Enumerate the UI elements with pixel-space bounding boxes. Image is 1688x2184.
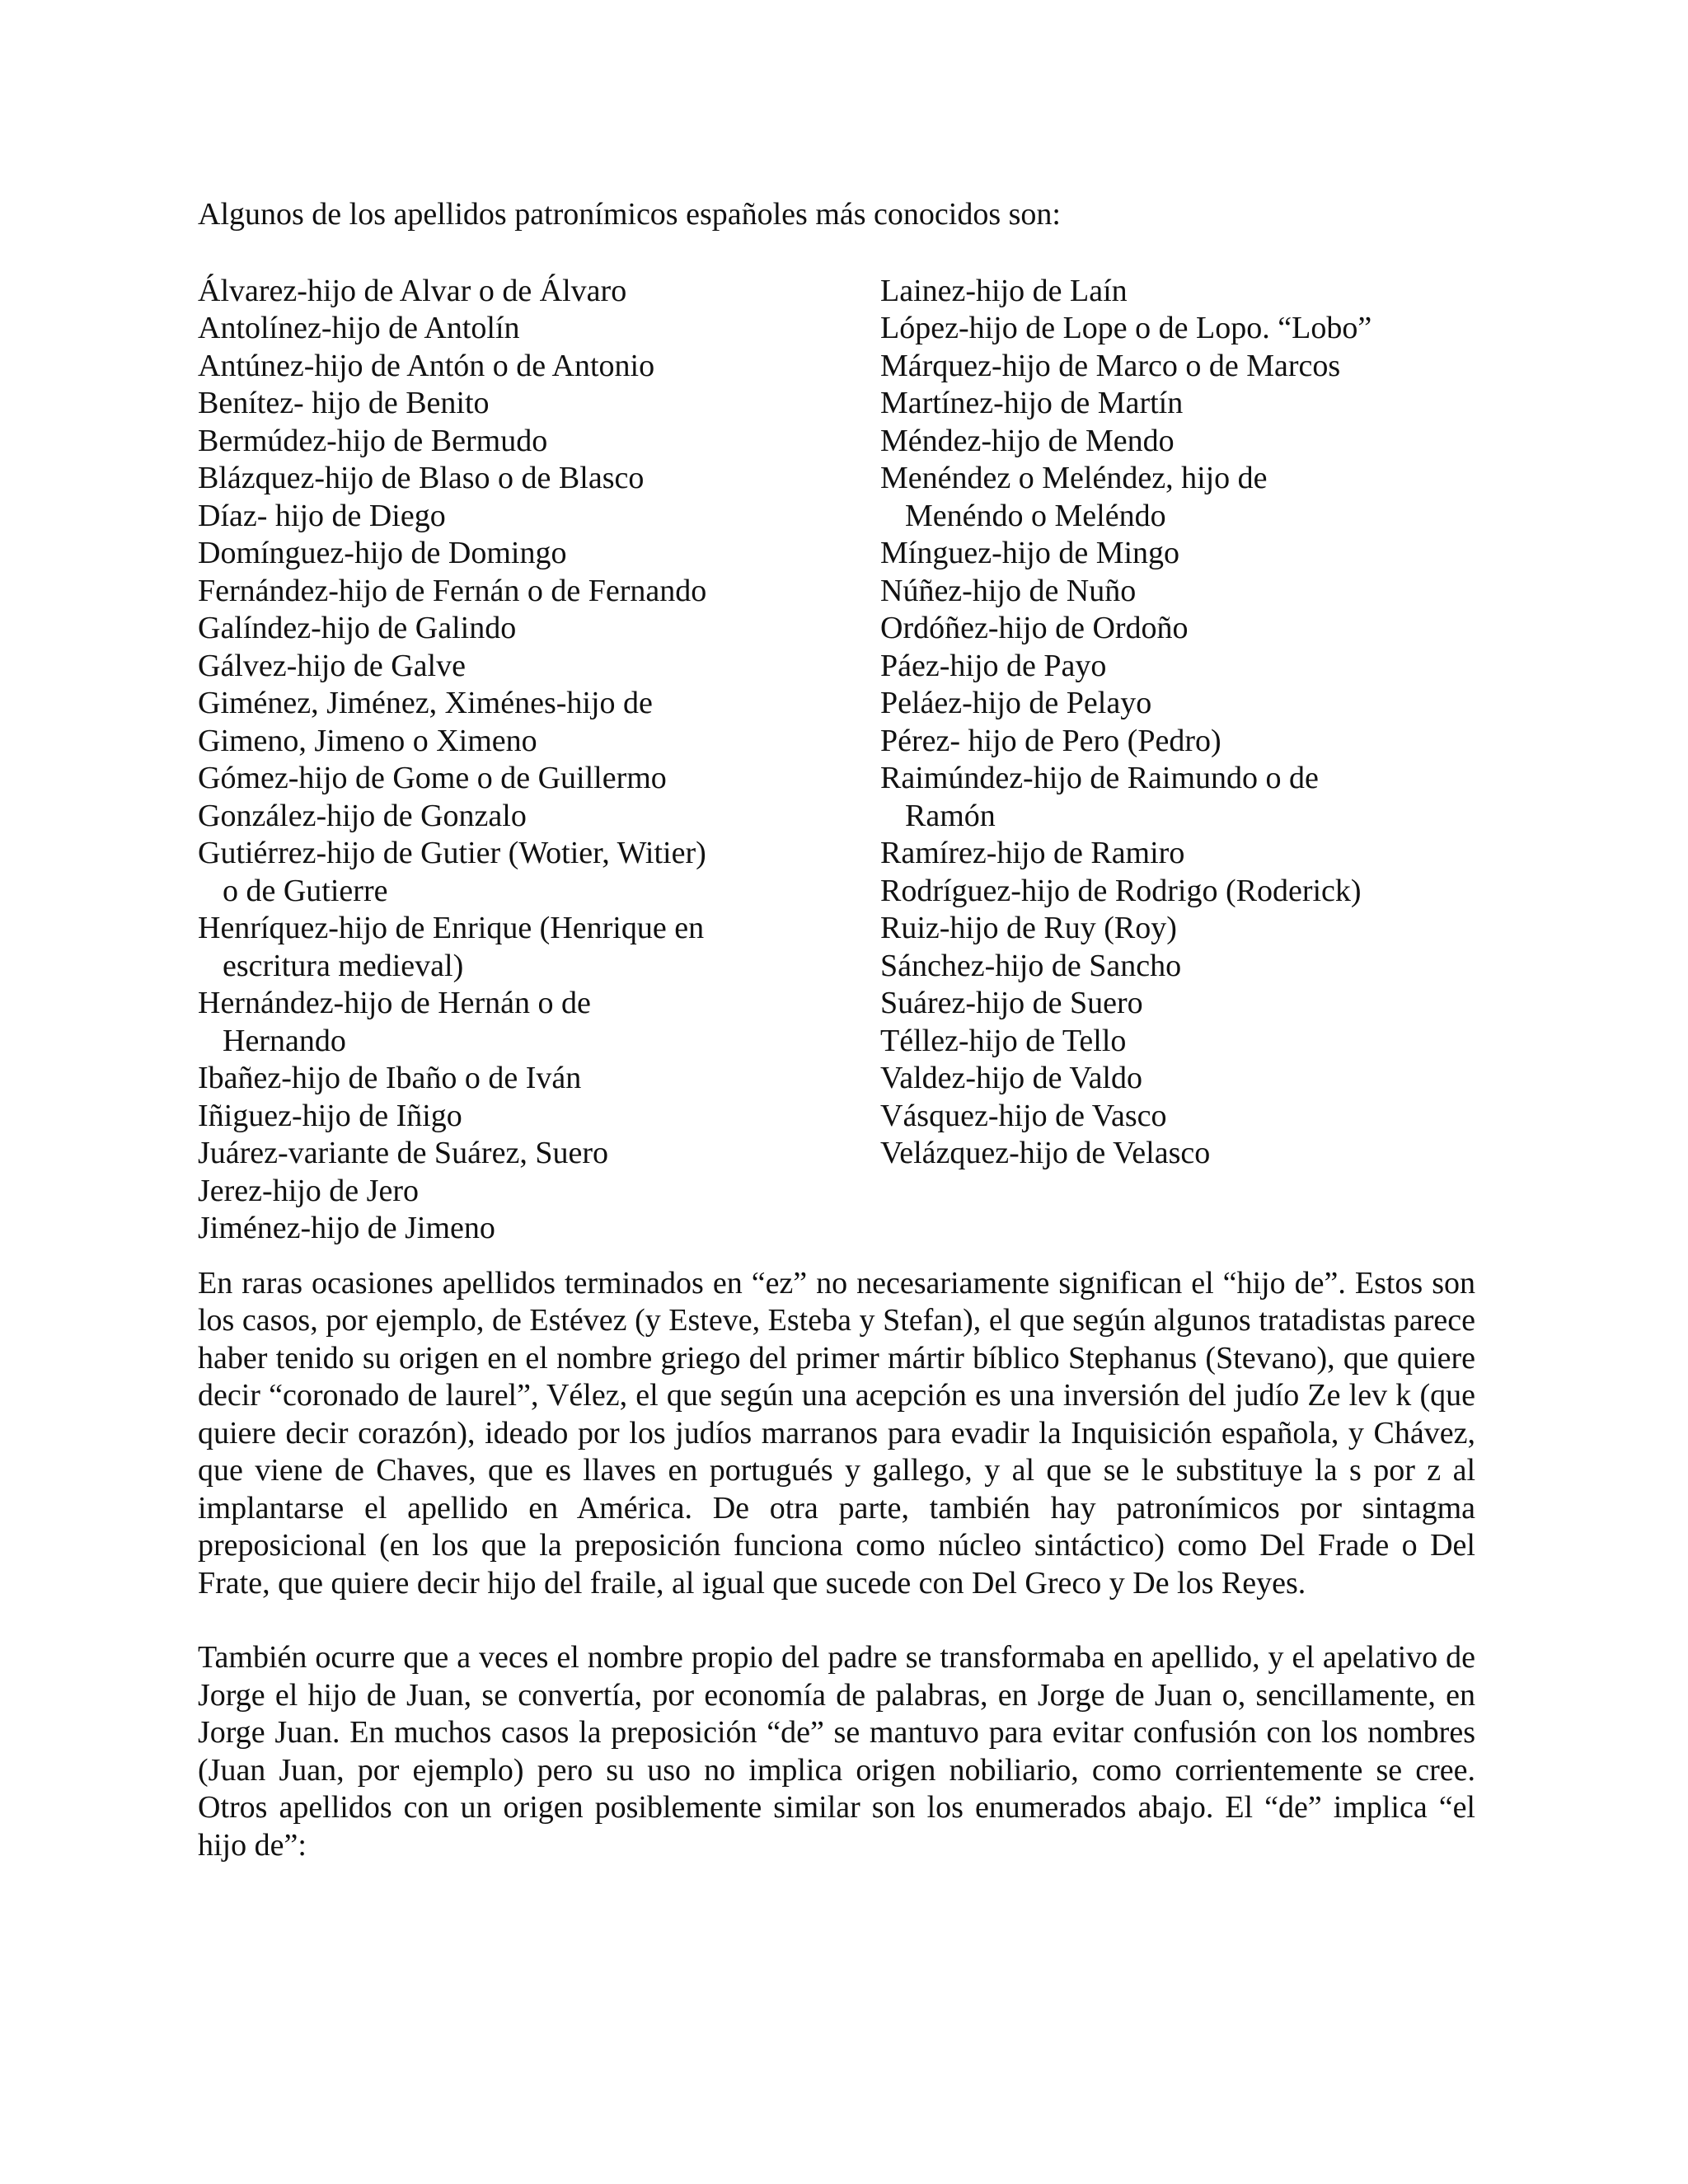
surname-entry-text: Vásquez-hijo de Vasco [880, 1098, 1167, 1133]
surname-entry-text: Álvarez-hijo de Alvar o de Álvaro [198, 273, 627, 308]
surname-entry-text: Blázquez-hijo de Blaso o de Blasco [198, 461, 645, 495]
surname-entry [880, 1098, 1475, 1136]
surname-entry-text: Jerez-hijo de Jero [198, 1173, 419, 1208]
surname-entry-continuation: Hernando [223, 1023, 346, 1058]
surname-entry [198, 1060, 857, 1098]
surname-entry [880, 460, 1475, 535]
surname-entry-text: Antolínez-hijo de Antolín [198, 311, 520, 345]
surname-entry-text: Peláez-hijo de Pelayo [880, 686, 1152, 720]
surname-entry-text: López-hijo de Lope o de Lopo. “Lobo” [880, 311, 1372, 345]
paragraph-ez-exceptions: En raras ocasiones apellidos terminados en “ez” no necesariamente significan el “hijo de”. Estos son los casos, por ejemplo, de Estévez (y Esteve, Esteba y Stefan), el que según algunos tratadistas parece haber tenido su origen en el nombre griego del primer mártir bíblico Stephanus (Stevano), que quiere decir “coronado de laurel”, Vélez, el que según una acepción es una inversión del judío Ze lev k (que quiere decir corazón), ideado por los judíos marranos para evadir la Inquisición española, y Chávez, que viene de Chaves, que es llaves en portugués y gallego, y al que se le substituye la s por z al implantarse el apellido en América. De otra parte, también hay patronímicos por sintagma preposicional (en los que la preposición funciona como núcleo sintáctico) como Del Frade o Del Frate, que quiere decir hijo del fraile, al igual que sucede con Del Greco y De los Reyes. [198, 1265, 1475, 1601]
surname-entry [880, 685, 1475, 723]
surname-entry-text: Hernández-hijo de Hernán o de [198, 986, 591, 1020]
surname-entry-continuation: Menéndo o Meléndo [905, 498, 1166, 533]
intro-line: Algunos de los apellidos patronímicos españoles más conocidos son: [198, 197, 1061, 232]
surname-entry [198, 1210, 857, 1248]
surname-entry-text: Ibañez-hijo de Ibaño o de Iván [198, 1061, 582, 1095]
surname-entry [198, 610, 857, 648]
surname-entry-text: Núñez-hijo de Nuño [880, 573, 1137, 608]
surname-entry-text: Márquez-hijo de Marco o de Marcos [880, 348, 1341, 383]
surname-entry [198, 910, 857, 985]
surname-entry [880, 985, 1475, 1023]
surname-entry [198, 498, 857, 536]
surname-entry [198, 798, 857, 836]
surname-entry-text: Mínguez-hijo de Mingo [880, 536, 1180, 570]
surname-entry [880, 1135, 1475, 1173]
surname-entry [198, 573, 857, 611]
surname-entry-text: Lainez-hijo de Laín [880, 273, 1128, 308]
surname-column-left [198, 273, 857, 1248]
surname-entry [880, 535, 1475, 573]
surname-entry [198, 1173, 857, 1211]
surname-entry [880, 423, 1475, 461]
surname-entry [198, 648, 857, 686]
surname-entry-text: Raimúndez-hijo de Raimundo o de [880, 761, 1319, 795]
surname-entry-text: Sánchez-hijo de Sancho [880, 948, 1182, 983]
surname-entry [198, 423, 857, 461]
surname-entry-text: Valdez-hijo de Valdo [880, 1061, 1142, 1095]
surname-entry-text: Bermúdez-hijo de Bermudo [198, 423, 548, 458]
surname-entry [198, 310, 857, 348]
surname-column-right [880, 273, 1475, 1173]
surname-entry [198, 835, 857, 910]
surname-entry-text: Gálvez-hijo de Galve [198, 648, 466, 683]
surname-entry [880, 835, 1475, 873]
surname-entry [198, 535, 857, 573]
surname-entry [880, 1023, 1475, 1061]
surname-entry-continuation: Gimeno, Jimeno o Ximeno [198, 723, 537, 758]
surname-entry-text: Téllez-hijo de Tello [880, 1023, 1127, 1058]
surname-entry-text: Ramírez-hijo de Ramiro [880, 836, 1185, 870]
surname-entry [198, 760, 857, 798]
surname-entry [880, 573, 1475, 611]
surname-entry [880, 310, 1475, 348]
surname-entry [880, 873, 1475, 911]
surname-entry-text: Antúnez-hijo de Antón o de Antonio [198, 348, 655, 383]
surname-entry [198, 348, 857, 386]
surname-entry [880, 273, 1475, 311]
surname-entry-text: Giménez, Jiménez, Ximénes-hijo de [198, 686, 653, 720]
surname-entry-text: Ordóñez-hijo de Ordoño [880, 611, 1189, 645]
surname-entry [880, 1060, 1475, 1098]
surname-entry-text: Fernández-hijo de Fernán o de Fernando [198, 573, 707, 608]
surname-entry-text: Juárez-variante de Suárez, Suero [198, 1136, 608, 1170]
surname-entry-text: Páez-hijo de Payo [880, 648, 1107, 683]
surname-entry [880, 385, 1475, 423]
surname-entry-text: Pérez- hijo de Pero (Pedro) [880, 723, 1221, 758]
surname-entry [880, 948, 1475, 986]
surname-entry [198, 460, 857, 498]
surname-entry-text: Domínguez-hijo de Domingo [198, 536, 567, 570]
surname-entry-text: Jiménez-hijo de Jimeno [198, 1211, 495, 1245]
surname-entry-text: González-hijo de Gonzalo [198, 798, 527, 833]
surname-entry-text: Díaz- hijo de Diego [198, 498, 446, 533]
surname-entry-text: Martínez-hijo de Martín [880, 386, 1184, 420]
surname-entry [198, 1135, 857, 1173]
surname-entry-text: Galíndez-hijo de Galindo [198, 611, 517, 645]
surname-entry-text: Gómez-hijo de Gome o de Guillermo [198, 761, 667, 795]
surname-entry-text: Gutiérrez-hijo de Gutier (Wotier, Witier) [198, 836, 706, 870]
surname-entry-text: Iñiguez-hijo de Iñigo [198, 1098, 462, 1133]
surname-entry-text: Ruiz-hijo de Ruy (Roy) [880, 911, 1177, 945]
surname-list [198, 273, 1475, 1245]
surname-entry [880, 723, 1475, 761]
surname-entry [880, 648, 1475, 686]
surname-entry-text: Méndez-hijo de Mendo [880, 423, 1175, 458]
paragraph-father-name: También ocurre que a veces el nombre propio del padre se transformaba en apellido, y el apelativo de Jorge el hijo de Juan, se convertía, por economía de palabras, en Jorge de Juan o, sencillamente, en Jorge Juan. En muchos casos la preposición “de” se mantuvo para evitar confusión con los nombres (Juan Juan, por ejemplo) pero su uso no implica origen nobiliario, como corrientemente se cree. Otros apellidos con un origen posiblemente similar son los enumerados abajo. El “de” implica “el hijo de”: [198, 1640, 1475, 1863]
surname-entry [198, 273, 857, 311]
surname-entry [198, 385, 857, 423]
surname-entry-text: Henríquez-hijo de Enrique (Henrique en [198, 911, 705, 945]
surname-entry-continuation: Ramón [905, 798, 996, 833]
surname-entry [880, 348, 1475, 386]
surname-entry [880, 760, 1475, 835]
surname-entry [880, 910, 1475, 948]
surname-entry [198, 1098, 857, 1136]
surname-entry-continuation: escritura medieval) [223, 948, 464, 983]
surname-entry [880, 610, 1475, 648]
surname-entry [198, 685, 857, 760]
surname-entry [198, 985, 857, 1060]
surname-entry-continuation: o de Gutierre [223, 873, 388, 908]
surname-entry-text: Suárez-hijo de Suero [880, 986, 1143, 1020]
surname-entry-text: Benítez- hijo de Benito [198, 386, 490, 420]
document-page [198, 196, 1475, 1864]
surname-entry-text: Rodríguez-hijo de Rodrigo (Roderick) [880, 873, 1362, 908]
surname-entry-text: Menéndez o Meléndez, hijo de [880, 461, 1268, 495]
surname-entry-text: Velázquez-hijo de Velasco [880, 1136, 1211, 1170]
